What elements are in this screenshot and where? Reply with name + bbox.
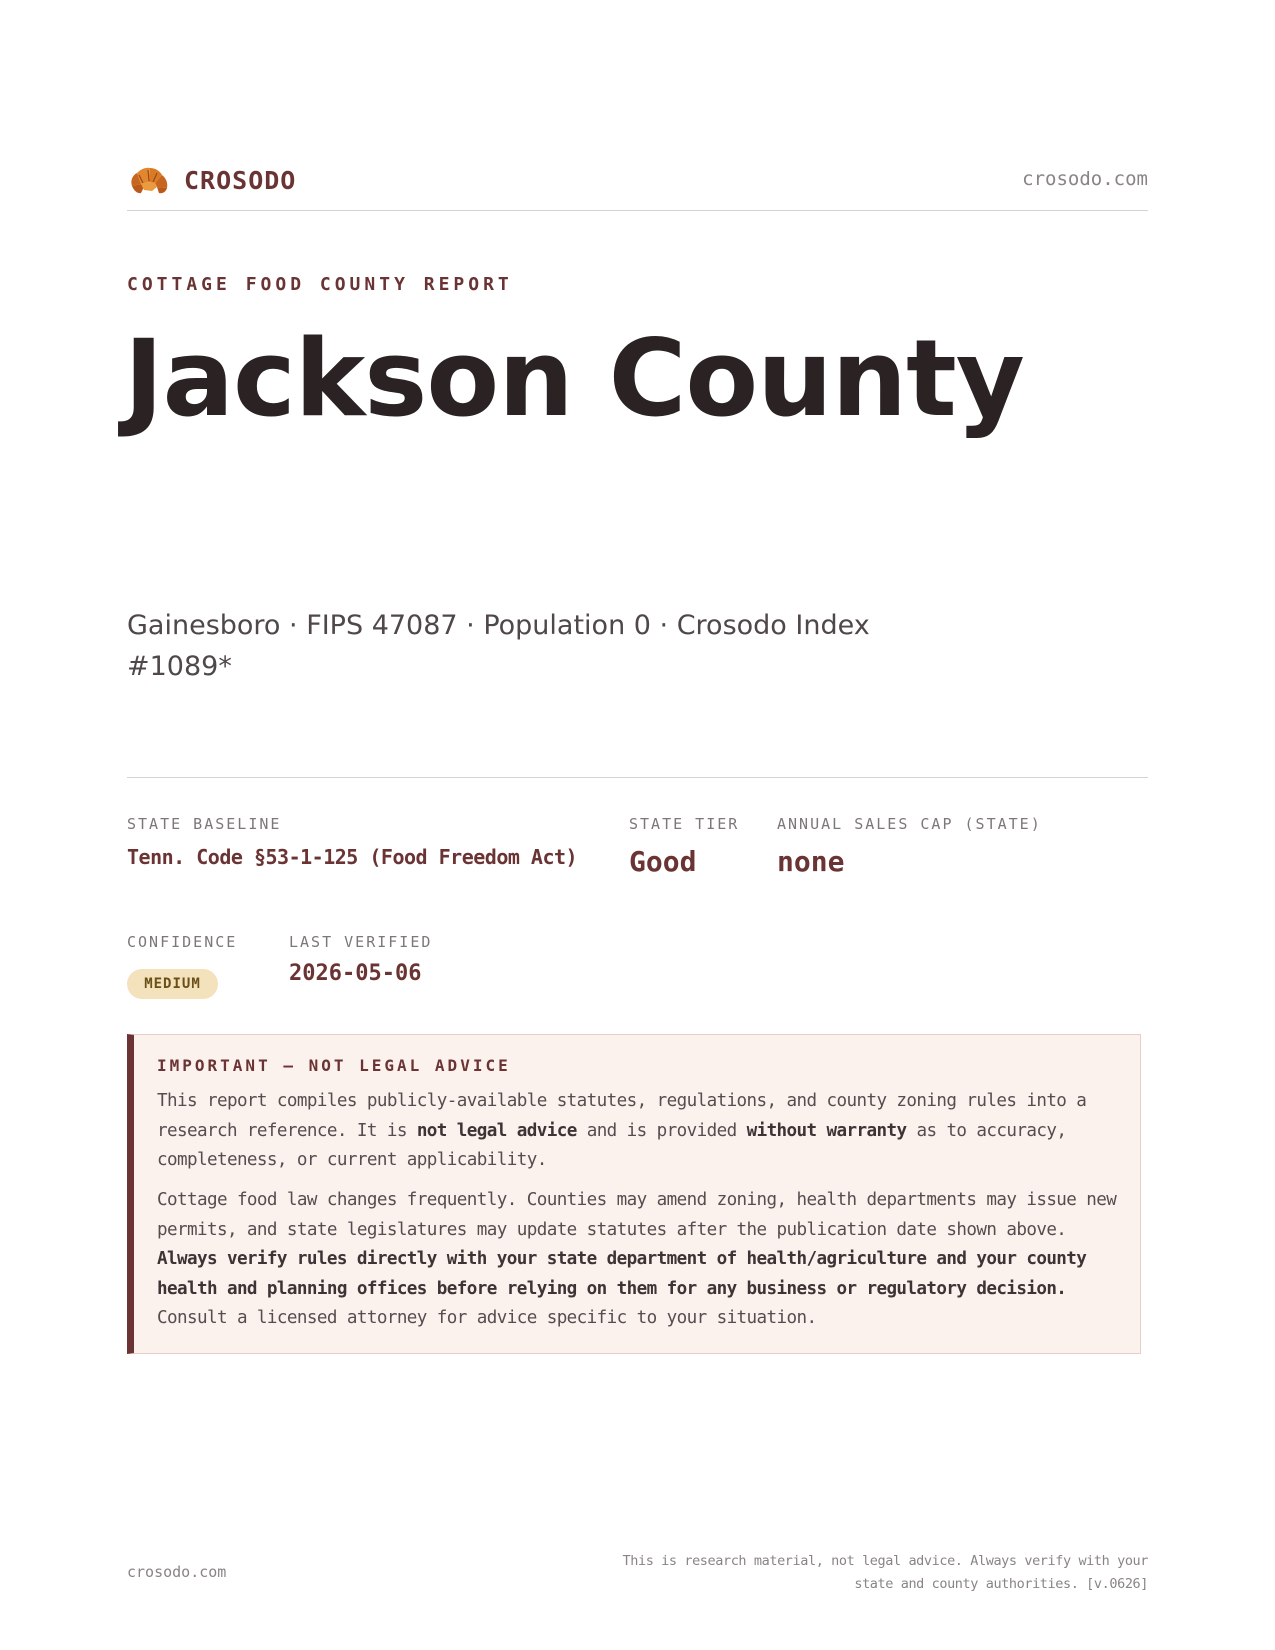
disclaimer-emphasis: not legal advice [416, 1120, 577, 1141]
brand-name: CROSODO [184, 166, 297, 195]
disclaimer-text: Cottage food law changes frequently. Counties may amend zoning, health departments may issue new permits, and state legislatures may update statutes after the publication date shown above. [157, 1190, 1117, 1240]
footer-disclaimer: This is research material, not legal advice. Always verify with your state and county authorities. [v.0626] [622, 1553, 1148, 1592]
disclaimer-emphasis: Always verify rules directly with your state department of health/agriculture and your county health and planning offices before relying on them for any business or regulatory decision. [157, 1249, 1087, 1299]
footer-site-link[interactable]: crosodo.com [127, 1563, 227, 1581]
sales-cap-value: none [777, 845, 845, 878]
state-tier-label: STATE TIER [629, 815, 740, 833]
confidence-badge: MEDIUM [127, 969, 218, 999]
section-divider [127, 777, 1148, 778]
disclaimer-text: and is provided [576, 1120, 747, 1141]
disclaimer-paragraph-1 [157, 1087, 1122, 1176]
state-tier-value: Good [629, 845, 697, 878]
last-verified-label: LAST VERIFIED [289, 933, 433, 951]
header [127, 158, 1148, 208]
disclaimer-paragraph-2 [157, 1186, 1122, 1334]
disclaimer-text: Consult a licensed attorney for advice specific to your situation. [157, 1308, 817, 1328]
header-divider [127, 210, 1148, 211]
confidence-label: CONFIDENCE [127, 933, 238, 951]
disclaimer-text: This report compiles publicly-available statutes, regulations, and county zoning rules into a research reference. It is [157, 1091, 1087, 1141]
report-page [124, 0, 1148, 1650]
report-eyebrow: COTTAGE FOOD COUNTY REPORT [127, 274, 513, 295]
state-baseline-value: Tenn. Code §53-1-125 (Food Freedom Act) [127, 845, 578, 869]
report-subtitle: Gainesboro · FIPS 47087 · Population 0 · Crosodo Index #1089* [127, 610, 870, 682]
disclaimer-title: IMPORTANT — NOT LEGAL ADVICE [157, 1056, 511, 1075]
state-baseline-label: STATE BASELINE [127, 815, 282, 833]
disclaimer-emphasis: without warranty [746, 1120, 907, 1141]
legal-disclaimer-callout [127, 1034, 1141, 1354]
croissant-icon [128, 160, 170, 200]
page-title: Jackson County [124, 317, 1024, 440]
sales-cap-label: ANNUAL SALES CAP (STATE) [777, 815, 1042, 833]
header-site-link[interactable]: crosodo.com [1022, 168, 1148, 190]
last-verified-value: 2026-05-06 [289, 961, 422, 986]
disclaimer-text: as to accuracy, completeness, or current applicability. [157, 1120, 1067, 1170]
